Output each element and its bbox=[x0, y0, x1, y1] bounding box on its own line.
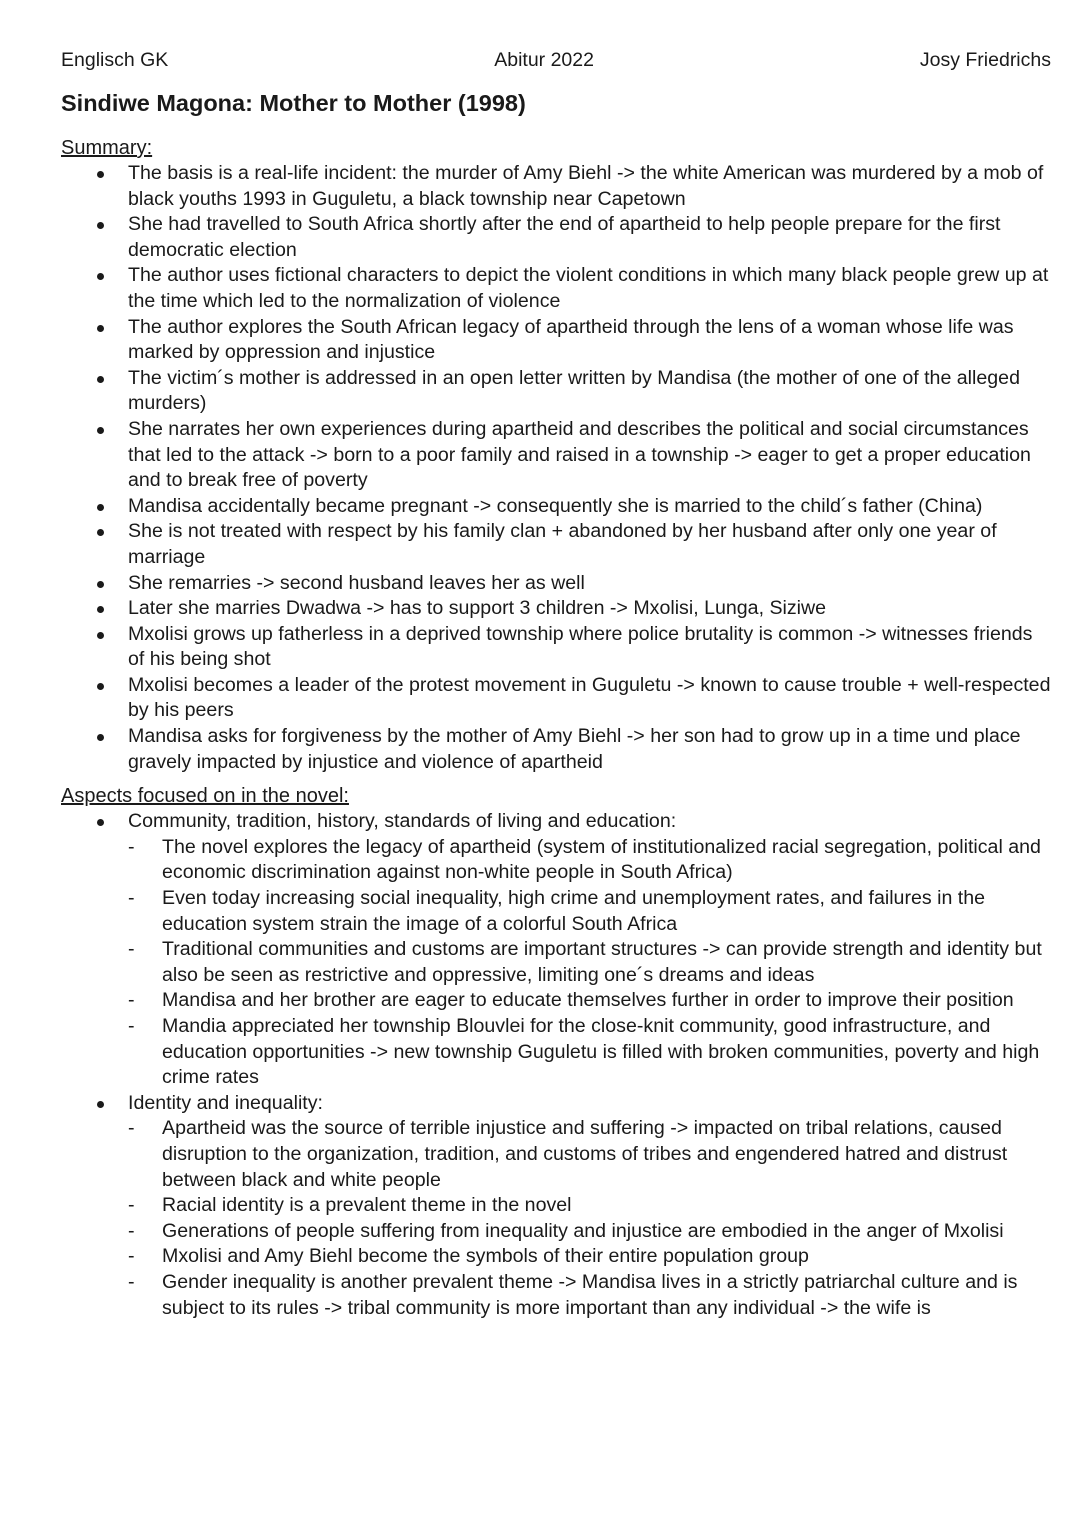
list-item: - Generations of people suffering from inequality and injustice are embodied in the anger of Mxolisi bbox=[128, 1219, 1051, 1245]
list-item: - Racial identity is a prevalent theme in the novel bbox=[128, 1193, 1051, 1219]
summary-heading: Summary: bbox=[61, 137, 153, 159]
aspect-group-label: Community, tradition, history, standards of living and education: bbox=[128, 810, 677, 833]
aspects-heading: Aspects focused on in the novel: bbox=[61, 785, 349, 808]
list-item: - Mandisa and her brother are eager to educate themselves further in order to improve their position bbox=[128, 988, 1051, 1014]
list-item: The author uses fictional characters to depict the violent conditions in which many black people grew up at the time which led to the normalization of violence bbox=[61, 263, 1051, 314]
header-exam: Abitur 2022 bbox=[494, 49, 594, 71]
aspect-sublist bbox=[128, 1116, 1051, 1321]
summary-list bbox=[61, 161, 1051, 775]
document-page bbox=[61, 46, 1051, 1321]
document-title: Sindiwe Magona: Mother to Mother (1998) bbox=[61, 90, 526, 116]
list-item: Mxolisi grows up fatherless in a deprived township where police brutality is common -> witnesses friends of his being shot bbox=[61, 622, 1051, 673]
aspect-group-identity bbox=[61, 1091, 1051, 1321]
list-item: Later she marries Dwadwa -> has to support 3 children -> Mxolisi, Lunga, Siziwe bbox=[61, 596, 1051, 622]
list-item: Mxolisi becomes a leader of the protest movement in Guguletu -> known to cause trouble + well-respected by his peers bbox=[61, 673, 1051, 724]
aspects-list bbox=[61, 809, 1051, 1321]
list-item: She narrates her own experiences during apartheid and describes the political and social circumstances that led to the attack -> born to a poor family and raised in a township -> eager to get a proper education and to break free of poverty bbox=[61, 417, 1051, 494]
list-item: - Apartheid was the source of terrible injustice and suffering -> impacted on tribal relations, caused disruption to the organization, tradition, and customs of tribes and engendered hatred and distrust between black and white people bbox=[128, 1116, 1051, 1193]
list-item: She had travelled to South Africa shortly after the end of apartheid to help people prepare for the first democratic election bbox=[61, 212, 1051, 263]
aspect-group-community bbox=[61, 809, 1051, 1091]
list-item: - Gender inequality is another prevalent theme -> Mandisa lives in a strictly patriarchal culture and is subject to its rules -> tribal community is more important than any individual -> the wife is bbox=[128, 1270, 1051, 1321]
header-author: Josy Friedrichs bbox=[919, 49, 1051, 71]
list-item: - Mxolisi and Amy Biehl become the symbols of their entire population group bbox=[128, 1244, 1051, 1270]
aspect-sublist bbox=[128, 835, 1051, 1091]
list-item: The author explores the South African legacy of apartheid through the lens of a woman whose life was marked by oppression and injustice bbox=[61, 315, 1051, 366]
list-item: Mandisa asks for forgiveness by the mother of Amy Biehl -> her son had to grow up in a time und place gravely impacted by injustice and violence of apartheid bbox=[61, 724, 1051, 775]
list-item: The victim´s mother is addressed in an open letter written by Mandisa (the mother of one of the alleged murders) bbox=[61, 366, 1051, 417]
list-item: - Traditional communities and customs are important structures -> can provide strength and identity but also be seen as restrictive and oppressive, limiting one´s dreams and ideas bbox=[128, 937, 1051, 988]
list-item: - Mandia appreciated her township Blouvlei for the close-knit community, good infrastructure, and education opportunities -> new township Guguletu is filled with broken communities, poverty and high crime rates bbox=[128, 1014, 1051, 1091]
header-course: Englisch GK bbox=[61, 49, 169, 71]
aspect-group-label: Identity and inequality: bbox=[128, 1091, 323, 1114]
list-item: The basis is a real-life incident: the murder of Amy Biehl -> the white American was murdered by a mob of black youths 1993 in Guguletu, a black township near Capetown bbox=[61, 161, 1051, 212]
list-item: - Even today increasing social inequality, high crime and unemployment rates, and failures in the education system strain the image of a colorful South Africa bbox=[128, 886, 1051, 937]
list-item: Mandisa accidentally became pregnant -> consequently she is married to the child´s father (China) bbox=[61, 494, 1051, 520]
list-item: She is not treated with respect by his family clan + abandoned by her husband after only one year of marriage bbox=[61, 519, 1051, 570]
list-item: She remarries -> second husband leaves her as well bbox=[61, 571, 1051, 597]
list-item: - The novel explores the legacy of apartheid (system of institutionalized racial segregation, political and economic discrimination against non-white people in South Africa) bbox=[128, 835, 1051, 886]
page-header bbox=[61, 46, 1051, 74]
